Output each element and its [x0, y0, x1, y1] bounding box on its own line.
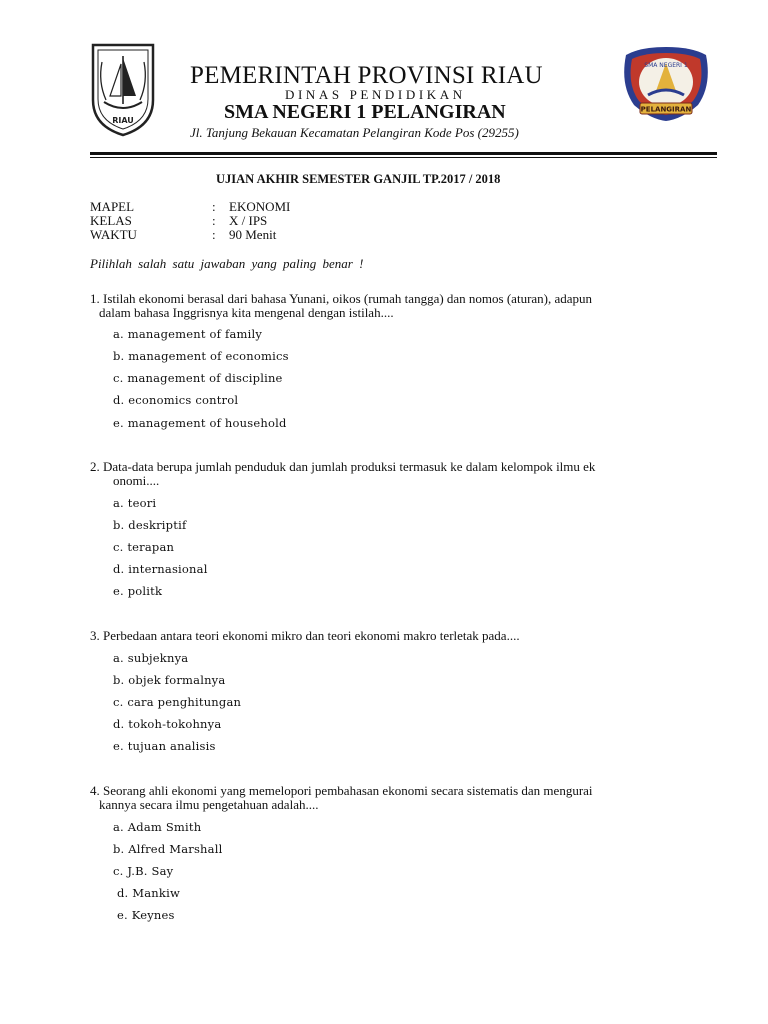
right-logo-top-text: SMA NEGERI 1 [644, 62, 688, 69]
question-1-line-2: dalam bahasa Inggrisnya kita mengenal dengan istilah.... [99, 305, 394, 320]
question-2-line-2: onomi.... [113, 473, 160, 488]
meta-sep-kelas: : [212, 213, 216, 228]
question-4-option-c: c. J.B. Say [113, 864, 174, 878]
right-logo-banner-text: PELANGIRAN [640, 105, 692, 114]
question-2-option-e: e. politk [113, 584, 163, 598]
question-3-option-b: b. objek formalnya [113, 673, 226, 687]
header-divider-thin [90, 157, 717, 158]
school-address: Jl. Tanjung Bekauan Kecamatan Pelangiran Kode Pos (29255) [190, 125, 519, 140]
school-emblem-icon [618, 45, 714, 123]
question-2-line-1: 2. Data-data berupa jumlah penduduk dan jumlah produksi termasuk ke dalam kelompok ilmu ek [90, 459, 596, 474]
question-4-option-b: b. Alfred Marshall [113, 842, 223, 856]
meta-sep-mapel: : [212, 199, 216, 214]
question-3-option-d: d. tokoh-tokohnya [113, 717, 222, 731]
riau-province-emblem-icon [90, 42, 156, 138]
meta-label-waktu: WAKTU [90, 227, 137, 242]
question-4-option-a: a. Adam Smith [113, 820, 202, 834]
question-1-option-b: b. management of economics [113, 349, 289, 363]
header-subtitle: DINAS PENDIDIKAN [285, 87, 466, 102]
school-name: SMA NEGERI 1 PELANGIRAN [224, 101, 506, 123]
question-1-option-a: a. management of family [113, 327, 263, 341]
question-2-option-c: c. terapan [113, 540, 175, 554]
question-3-option-a: a. subjeknya [113, 651, 189, 665]
meta-sep-waktu: : [212, 227, 216, 242]
instruction-text: Pilihlah salah satu jawaban yang paling benar ! [90, 256, 364, 271]
question-3-line-1: 3. Perbedaan antara teori ekonomi mikro dan teori ekonomi makro terletak pada.... [90, 628, 520, 643]
question-1-line-1: 1. Istilah ekonomi berasal dari bahasa Yunani, oikos (rumah tangga) dan nomos (aturan), adapun [90, 291, 593, 306]
question-1-option-d: d. economics control [113, 393, 239, 407]
question-1-option-c: c. management of discipline [113, 371, 283, 385]
question-4-line-1: 4. Seorang ahli ekonomi yang memelopori pembahasan ekonomi secara sistematis dan mengurai [90, 783, 593, 798]
meta-value-kelas: X / IPS [229, 213, 268, 228]
meta-value-waktu: 90 Menit [229, 227, 277, 242]
left-logo-text: RIAU [112, 116, 134, 125]
question-3-option-e: e. tujuan analisis [113, 739, 216, 753]
question-3-option-c: c. cara penghitungan [113, 695, 242, 709]
header-divider-thick [90, 152, 717, 155]
meta-label-kelas: KELAS [90, 213, 132, 228]
question-4-line-2: kannya secara ilmu pengetahuan adalah.... [99, 797, 319, 812]
question-4-option-d: d. Mankiw [117, 886, 181, 900]
meta-value-mapel: EKONOMI [229, 199, 291, 214]
header-title: PEMERINTAH PROVINSI RIAU [190, 62, 543, 89]
question-2-option-b: b. deskriptif [113, 518, 187, 532]
question-1-option-e: e. management of household [113, 416, 287, 430]
question-4-option-e: e. Keynes [117, 908, 175, 922]
exam-title: UJIAN AKHIR SEMESTER GANJIL TP.2017 / 2018 [216, 172, 501, 186]
question-2-option-d: d. internasional [113, 562, 208, 576]
question-2-option-a: a. teori [113, 496, 157, 510]
meta-label-mapel: MAPEL [90, 199, 135, 214]
